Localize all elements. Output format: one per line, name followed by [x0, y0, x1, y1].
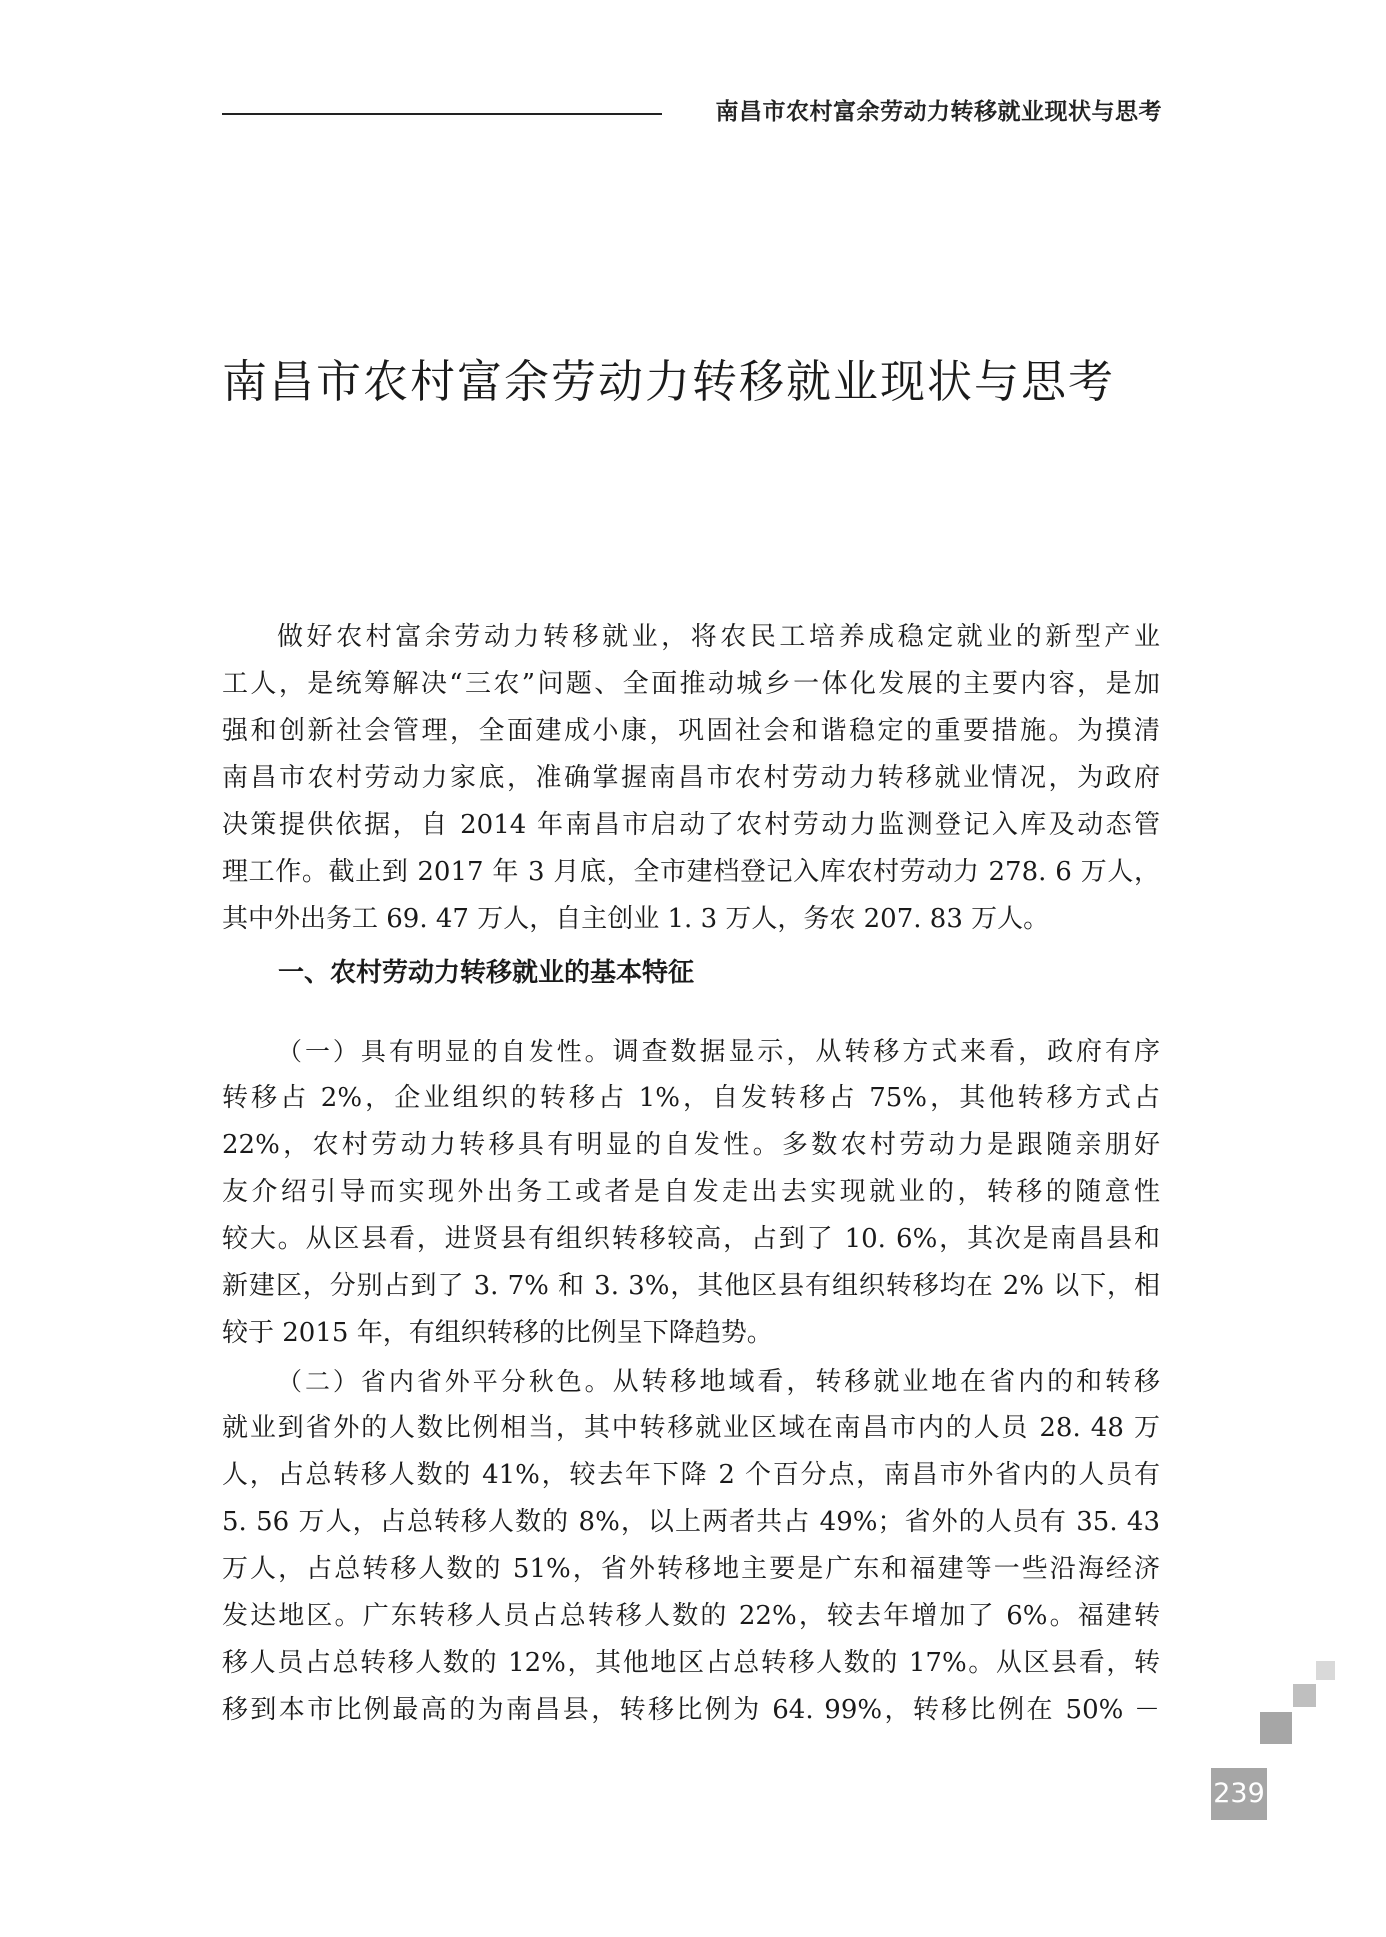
- paragraph-line: 强和创新社会管理，全面建成小康，巩固社会和谐稳定的重要措施。为摸清: [222, 716, 1160, 746]
- paragraph-line: 新建区，分别占到了 3. 7% 和 3. 3%，其他区县有组织转移均在 2% 以下，相: [222, 1271, 1160, 1301]
- paragraph-line: 移到本市比例最高的为南昌县，转移比例为 64. 99%，转移比例在 50% －: [222, 1695, 1160, 1725]
- paragraph-line: 较大。从区县看，进贤县有组织转移较高，占到了 10. 6%，其次是南昌县和: [222, 1224, 1160, 1254]
- paragraph-line: 工人，是统筹解决“三农”问题、全面推动城乡一体化发展的主要内容，是加: [222, 669, 1160, 699]
- paragraph-line: 南昌市农村劳动力家底，准确掌握南昌市农村劳动力转移就业情况，为政府: [222, 763, 1160, 793]
- decorative-square: [1260, 1712, 1292, 1744]
- paragraph-line: [222, 1028, 1160, 1075]
- section-heading: 一、农村劳动力转移就业的基本特征: [278, 958, 695, 988]
- subsection-label: （二）省内省外平分秋色。: [277, 1367, 613, 1396]
- article-title: 南昌市农村富余劳动力转移就业现状与思考: [222, 355, 1116, 408]
- page-number: 239: [1211, 1768, 1267, 1820]
- paragraph-line: 理工作。截止到 2017 年 3 月底，全市建档登记入库农村劳动力 278. 6 万人，: [222, 857, 1160, 887]
- paragraph-line: 友介绍引导而实现外出务工或者是自发走出去实现就业的，转移的随意性: [222, 1177, 1160, 1207]
- intro-paragraph: [222, 614, 1160, 943]
- paragraph-line: 万人，占总转移人数的 51%，省外转移地主要是广东和福建等一些沿海经济: [222, 1554, 1160, 1584]
- paragraph-text: 从转移地域看，转移就业地在省内的和转移: [612, 1367, 1160, 1397]
- subsection-1: [222, 1028, 1160, 1357]
- paragraph-text: 调查数据显示，从转移方式来看，政府有序: [612, 1037, 1160, 1067]
- paragraph-line: 就业到省外的人数比例相当，其中转移就业区域在南昌市内的人员 28. 48 万: [222, 1413, 1160, 1443]
- subsection-2: [222, 1358, 1160, 1734]
- paragraph-line: [222, 1358, 1160, 1405]
- header-rule: [222, 113, 662, 115]
- paragraph-line: 做好农村富余劳动力转移就业，将农民工培养成稳定就业的新型产业: [277, 622, 1160, 652]
- paragraph-line: 决策提供依据，自 2014 年南昌市启动了农村劳动力监测登记入库及动态管: [222, 810, 1160, 840]
- paragraph-line: 5. 56 万人，占总转移人数的 8%，以上两者共占 49%；省外的人员有 35. 43: [222, 1507, 1160, 1537]
- running-head: 南昌市农村富余劳动力转移就业现状与思考: [715, 99, 1162, 125]
- subsection-label: （一）具有明显的自发性。: [277, 1037, 613, 1066]
- paragraph-line: 较于 2015 年，有组织转移的比例呈下降趋势。: [222, 1318, 773, 1348]
- paragraph-line: 其中外出务工 69. 47 万人，自主创业 1. 3 万人，务农 207. 83 万人。: [222, 904, 1050, 934]
- decorative-square: [1316, 1661, 1335, 1680]
- paragraph-line: 转移占 2%，企业组织的转移占 1%，自发转移占 75%，其他转移方式占: [222, 1083, 1160, 1113]
- paragraph-line: 移人员占总转移人数的 12%，其他地区占总转移人数的 17%。从区县看，转: [222, 1648, 1160, 1678]
- decorative-square: [1293, 1684, 1316, 1707]
- paragraph-line: 22%，农村劳动力转移具有明显的自发性。多数农村劳动力是跟随亲朋好: [222, 1130, 1160, 1160]
- paragraph-line: 发达地区。广东转移人员占总转移人数的 22%，较去年增加了 6%。福建转: [222, 1601, 1160, 1631]
- paragraph-line: 人，占总转移人数的 41%，较去年下降 2 个百分点，南昌市外省内的人员有: [222, 1460, 1160, 1490]
